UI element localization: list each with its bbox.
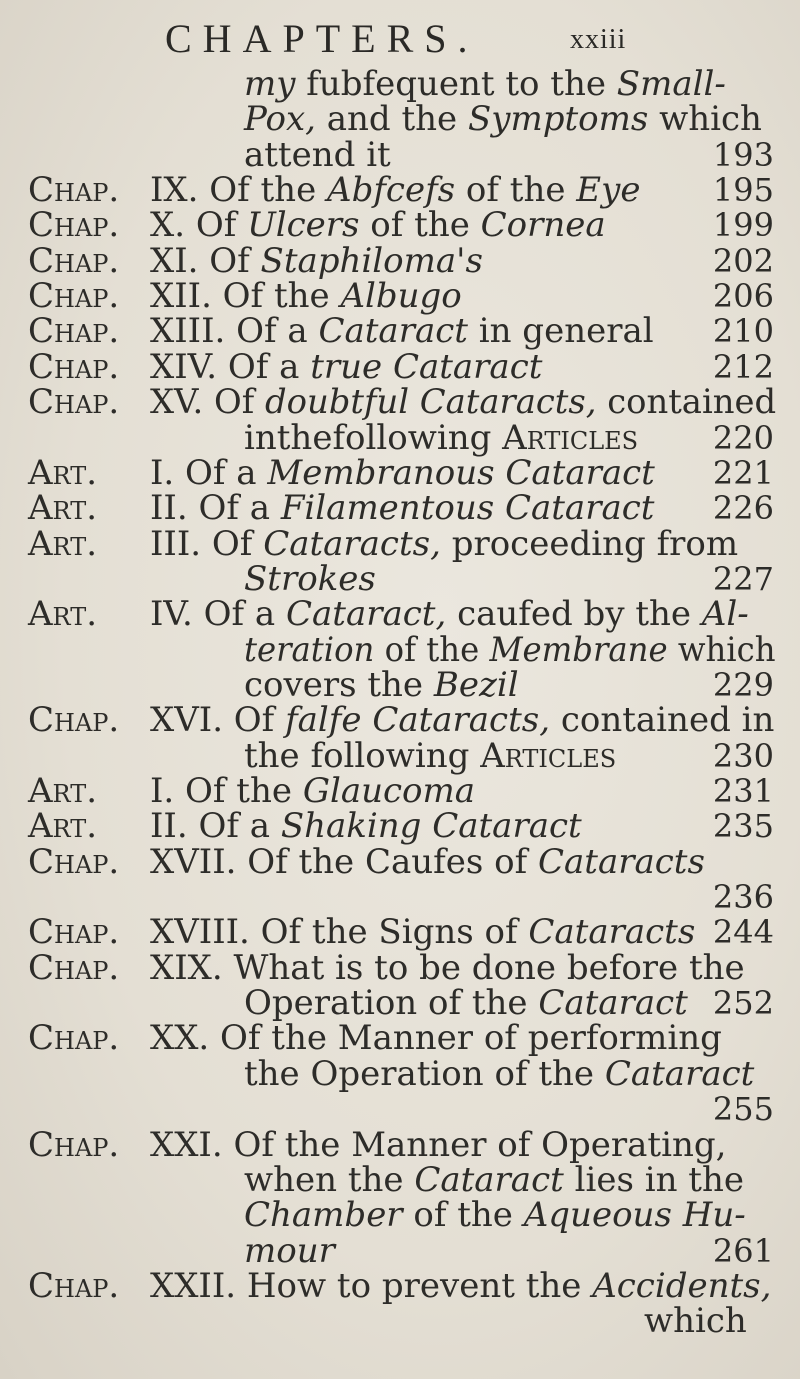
- toc-line-text-segment: of the: [359, 205, 481, 246]
- toc-line-page-number: 229: [712, 665, 774, 704]
- toc-line-label: Art.: [28, 806, 98, 847]
- toc-line-text-segment: XVIII. Of the Signs of: [150, 912, 529, 953]
- toc-line-text-segment: Cataracts: [538, 841, 705, 882]
- toc-line-label: Chap.: [28, 1124, 120, 1165]
- toc-line-page-number: 220: [712, 418, 774, 457]
- toc-line-label: Chap.: [28, 240, 120, 281]
- toc-line-page-number: 199: [712, 206, 774, 245]
- toc-line-text-segment: Abfcefs: [327, 170, 456, 211]
- toc-line-text-segment: I. Of the: [150, 771, 303, 811]
- toc-line-text-segment: Aqueous Hu-: [523, 1195, 746, 1236]
- toc-line-page-number: 193: [712, 135, 774, 174]
- toc-line-text-segment: Symptoms: [468, 99, 649, 140]
- toc-line-text-segment: Ulcers: [247, 205, 360, 246]
- toc-line-text-segment: Cataract: [318, 311, 468, 352]
- toc-line-page-number: 226: [712, 489, 774, 528]
- toc-line-page-number: 227: [712, 559, 774, 598]
- toc-line-text-segment: XI. Of: [150, 240, 261, 281]
- toc-line-text-segment: XVI. Of: [150, 700, 286, 741]
- toc-line-label: Chap.: [28, 276, 120, 317]
- toc-line-text-segment: IV. Of a: [150, 594, 286, 635]
- toc-line-page-number: 252: [712, 984, 774, 1023]
- toc-line-text-segment: covers the: [244, 664, 434, 705]
- toc-line-label: Chap.: [28, 841, 120, 882]
- toc-line-text-segment: XIV. Of a: [150, 346, 311, 387]
- toc-line-text-segment: Accidents,: [592, 1265, 772, 1306]
- toc-line-label: Art.: [28, 523, 98, 564]
- toc-line-text-segment: of the: [455, 170, 577, 211]
- toc-line-text-segment: XV. Of: [150, 382, 266, 423]
- toc-line-text-segment: inthefollowing: [244, 417, 503, 458]
- toc-line-label: Chap.: [28, 205, 120, 246]
- toc-line-text-segment: Operation of the: [244, 983, 539, 1024]
- toc-line-text-segment: XVII. Of the Caufes of: [150, 841, 538, 882]
- toc-line-text-segment: Bezil: [433, 664, 519, 705]
- toc-line-text-segment: XXI. Of the Manner of Operating,: [150, 1124, 727, 1165]
- toc-line-page-number: 206: [712, 277, 774, 316]
- toc-line-text-segment: my: [244, 64, 296, 104]
- toc-line-label: Chap.: [28, 346, 120, 387]
- toc-line-page-number: 230: [712, 736, 774, 775]
- toc-line-page-number: 202: [712, 241, 774, 280]
- toc-line-text-segment: Albugo: [340, 276, 462, 317]
- toc-line-text-segment: Chamber: [244, 1195, 403, 1236]
- toc-line-text-segment: XIX. What is to be done before the: [150, 947, 745, 988]
- toc-line-text-segment: contained in: [550, 700, 775, 741]
- toc-line-text-segment: IX. Of the: [150, 170, 328, 211]
- toc-line-text-segment: which: [644, 1301, 747, 1342]
- toc-line-text-segment: mour: [244, 1230, 335, 1271]
- toc-line-label: Chap.: [28, 912, 120, 953]
- toc-line-text-segment: Eye: [576, 170, 641, 211]
- toc-line-page-number: 210: [712, 312, 774, 351]
- toc-line-text-segment: fubfequent to the: [295, 64, 617, 104]
- toc-line-text-segment: Filamentous Cataract: [280, 488, 655, 529]
- toc-line-text-segment: attend it: [244, 134, 391, 175]
- toc-line-text-segment: Articles: [480, 735, 617, 776]
- toc-line-text-segment: Staphiloma's: [260, 240, 483, 281]
- toc-line-text-segment: true Cataract: [310, 346, 543, 387]
- toc-line-text-segment: XXII. How to prevent the: [150, 1265, 593, 1306]
- running-header: [165, 14, 635, 64]
- toc-line-text-segment: Cornea: [480, 205, 606, 246]
- toc-line-page-number: 235: [712, 807, 774, 846]
- toc-line-text-segment: proceeding from: [440, 523, 739, 564]
- toc-line: [0, 1299, 800, 1343]
- toc-line-text-segment: of the: [402, 1195, 524, 1236]
- toc-line-text: [644, 1299, 747, 1343]
- toc-line-text-segment: Cataract,: [286, 594, 447, 635]
- toc-line-page-number: 212: [712, 347, 774, 386]
- toc-line-text-segment: Glaucoma: [302, 771, 476, 811]
- toc-line-label: Chap.: [28, 170, 120, 211]
- toc-line-text-segment: Pox,: [244, 99, 316, 140]
- toc-line-text-segment: XII. Of the: [150, 276, 341, 317]
- toc-line-text-segment: III. Of: [150, 523, 264, 564]
- toc-line-page-number: 244: [712, 913, 774, 952]
- toc-line-text-segment: and the: [315, 99, 468, 140]
- toc-line-text-segment: Strokes: [244, 558, 376, 599]
- toc-line-text-segment: Al-: [701, 594, 749, 635]
- toc-line-text-segment: Membranous Cataract: [267, 452, 655, 493]
- toc-line-text-segment: Cataracts,: [263, 523, 441, 564]
- toc-line-label: Chap.: [28, 700, 120, 741]
- toc-line-page-number: 255: [712, 1090, 774, 1129]
- toc-line-text-segment: Shaking Cataract: [280, 806, 582, 847]
- toc-line-text-segment: Membrane: [489, 629, 668, 670]
- toc-line-text-segment: Cataract: [414, 1159, 564, 1200]
- toc-line-page-number: 261: [712, 1231, 774, 1270]
- toc-line-text-segment: XX. Of the Manner of performing: [150, 1018, 722, 1059]
- toc-line-page-number: 195: [712, 171, 774, 210]
- toc-line-label: Chap.: [28, 947, 120, 988]
- toc-line-text-segment: when the: [244, 1159, 415, 1200]
- toc-line-text-segment: I. Of a: [150, 452, 268, 493]
- page-number: xxiii: [570, 24, 627, 55]
- toc-line-text-segment: X. Of: [150, 205, 248, 246]
- toc-line-text-segment: Cataract: [538, 983, 688, 1024]
- toc-line-text-segment: XIII. Of a: [150, 311, 319, 352]
- toc-line-page-number: 231: [712, 772, 774, 810]
- toc-line-text-segment: falfe Cataracts,: [285, 700, 551, 741]
- toc-line-text-segment: teration: [244, 629, 375, 670]
- toc-line-text-segment: lies in the: [563, 1159, 744, 1200]
- toc-line-label: Art.: [28, 488, 98, 529]
- toc-line-text-segment: contained: [596, 382, 777, 423]
- toc-line-text-segment: which: [648, 99, 762, 140]
- toc-line-text-segment: Cataract: [604, 1053, 755, 1094]
- toc-line-text-segment: the following: [244, 735, 481, 776]
- toc-line-text-segment: II. Of a: [150, 806, 281, 847]
- toc-line-text-segment: in general: [467, 311, 654, 352]
- toc-line-text-segment: the Operation of the: [244, 1053, 605, 1094]
- toc-line-label: Chap.: [28, 311, 120, 352]
- toc-line-text-segment: which: [667, 629, 776, 670]
- toc-line-text-segment: of the: [374, 629, 490, 670]
- toc-line-text-segment: II. Of a: [150, 488, 281, 529]
- chapters-heading: CHAPTERS.: [165, 16, 479, 61]
- toc-line-page-number: 221: [712, 453, 774, 492]
- toc-line-label: Art.: [28, 771, 98, 811]
- toc-line-label: Chap.: [28, 382, 120, 423]
- toc-line-text-segment: Articles: [502, 417, 639, 458]
- toc-line-label: Chap.: [28, 1265, 120, 1306]
- toc-line-label: Art.: [28, 452, 98, 493]
- toc-line-label: Art.: [28, 594, 98, 635]
- toc-line-page-number: 236: [712, 878, 774, 917]
- toc-line-text-segment: doubtful Cataracts,: [265, 382, 597, 423]
- toc-line-label: Chap.: [28, 1018, 120, 1059]
- toc-line-text-segment: Small-: [616, 64, 726, 104]
- toc-line-text-segment: Cataracts: [528, 912, 696, 953]
- toc-line-text-segment: caufed by the: [446, 594, 702, 635]
